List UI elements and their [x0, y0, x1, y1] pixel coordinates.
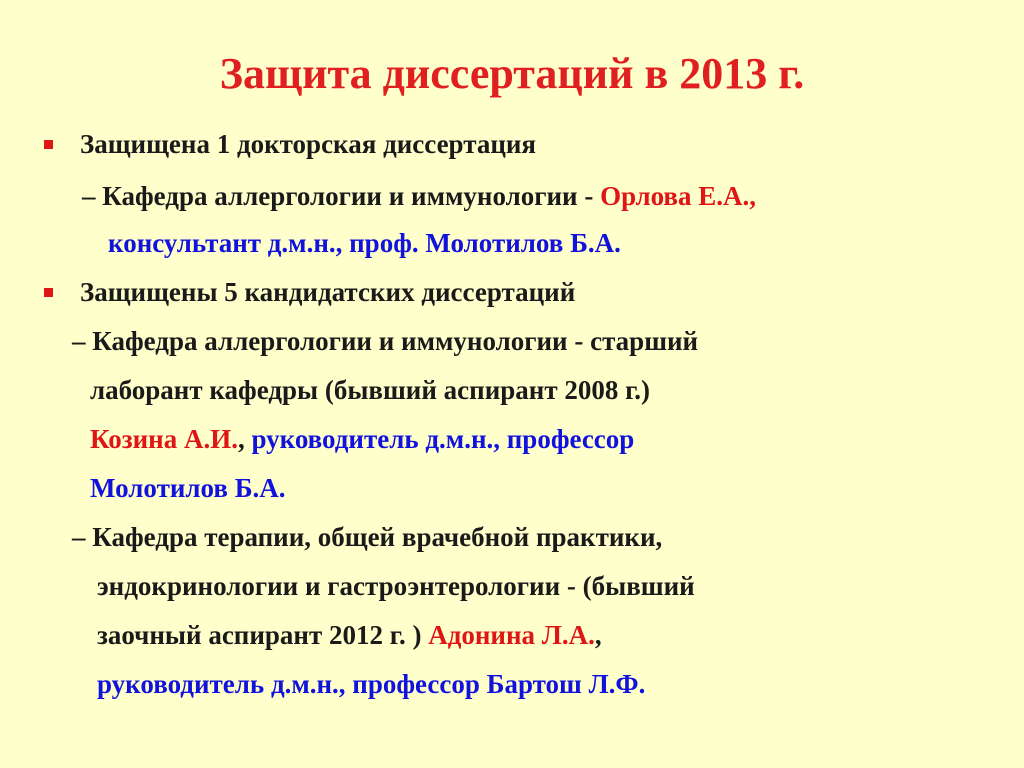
bullet-heading-text: Защищены 5 кандидатских диссертаций	[80, 277, 576, 307]
department-text: Кафедра аллергологии и иммунологии - старший	[92, 326, 699, 356]
bullet-marker	[44, 288, 53, 297]
separator: ,	[594, 620, 602, 650]
dash: –	[82, 181, 96, 211]
entry-line	[90, 422, 634, 456]
advisor-text: консультант д.м.н., проф. Молотилов Б.А.	[108, 228, 621, 258]
slide-title: Защита диссертаций в 2013 г.	[219, 49, 805, 98]
bullet-heading	[80, 275, 575, 309]
entry-line	[97, 569, 695, 603]
bullet-marker	[44, 140, 53, 149]
department-text: Кафедра аллергологии и иммунологии -	[102, 181, 594, 211]
bullet-heading	[80, 127, 536, 161]
entry-line	[90, 373, 650, 407]
entry-text: эндокринологии и гастроэнтерологии - (бывший	[97, 571, 695, 601]
advisor-text: Молотилов Б.А.	[90, 473, 286, 503]
author-name: Орлова Е.А.,	[600, 181, 757, 211]
entry-line	[82, 179, 756, 213]
dash: –	[72, 326, 86, 356]
entry-line	[72, 520, 662, 554]
entry-line	[90, 471, 286, 505]
advisor-text: руководитель д.м.н., профессор Бартош Л.Ф.	[97, 669, 646, 699]
advisor-text: руководитель д.м.н., профессор	[251, 424, 635, 454]
entry-line	[72, 324, 698, 358]
author-name: Адонина Л.А.	[428, 620, 595, 650]
department-text: Кафедра терапии, общей врачебной практики,	[92, 522, 663, 552]
entry-line	[97, 667, 645, 701]
separator: ,	[237, 424, 245, 454]
entry-line	[108, 226, 621, 260]
dash: –	[72, 522, 86, 552]
bullet-heading-text: Защищена 1 докторская диссертация	[80, 129, 537, 159]
entry-line	[97, 618, 602, 652]
entry-text: лаборант кафедры (бывший аспирант 2008 г.)	[90, 375, 651, 405]
entry-text: заочный аспирант 2012 г. )	[97, 620, 422, 650]
author-name: Козина А.И.	[90, 424, 238, 454]
